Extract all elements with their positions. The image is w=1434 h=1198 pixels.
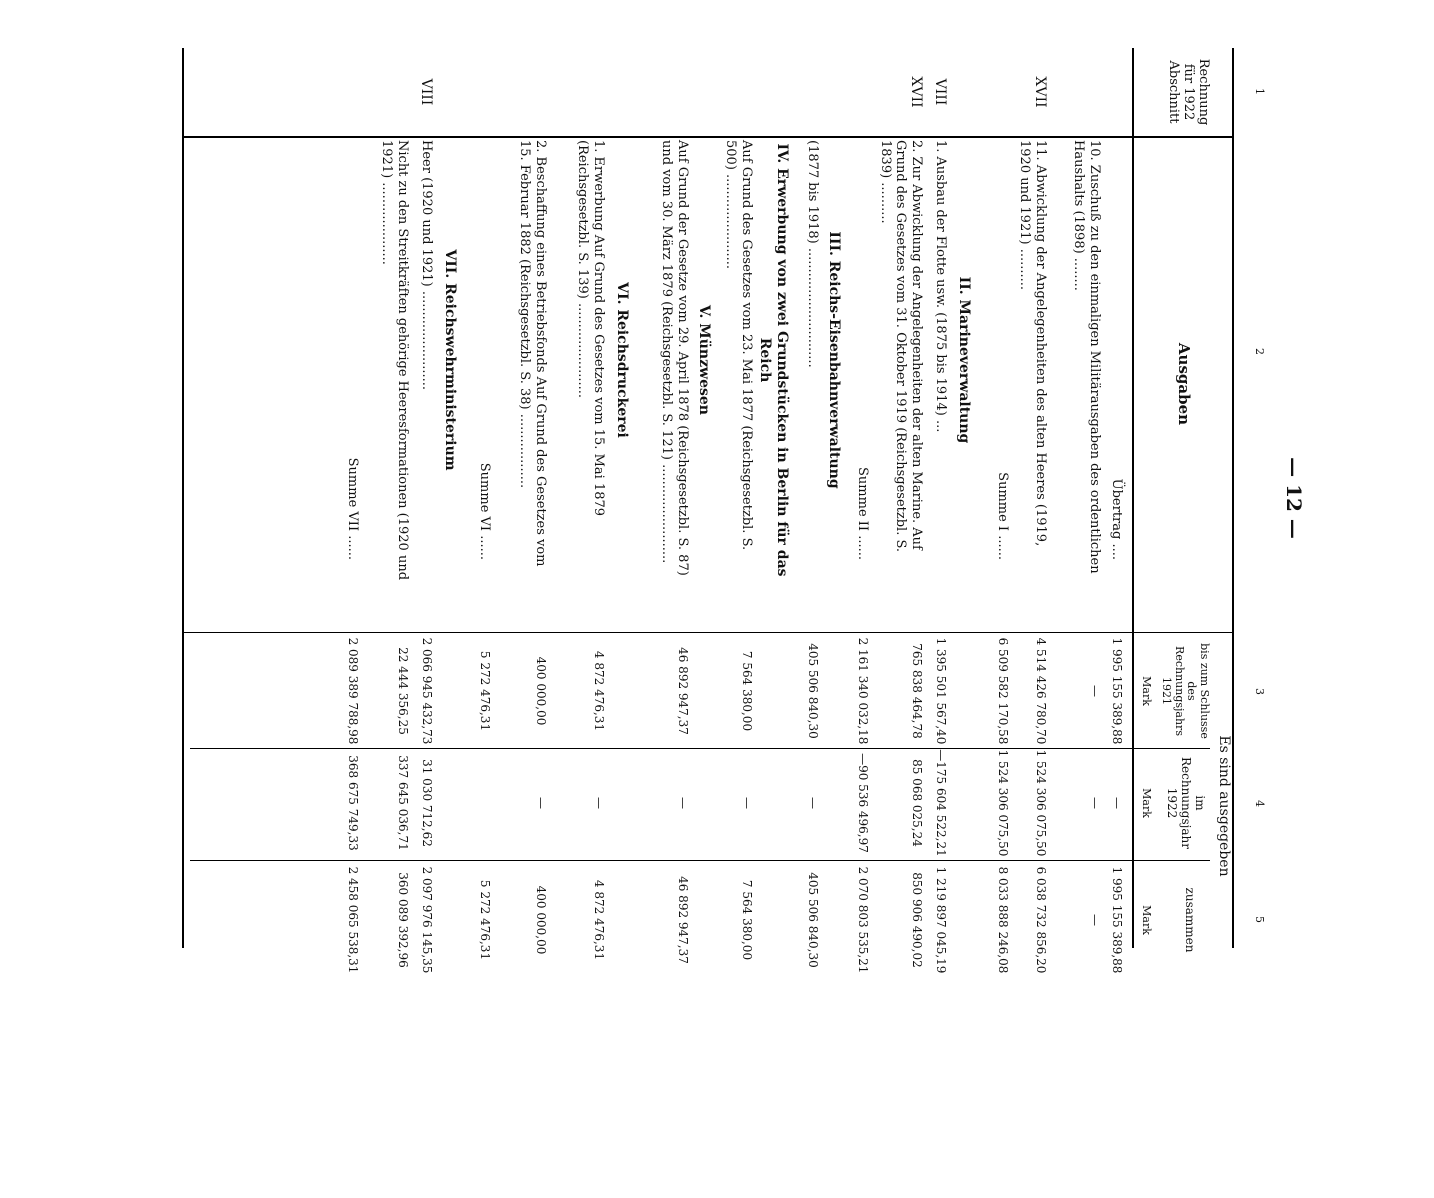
section-title: V. Münzwesen [696, 305, 712, 415]
colnum-4: 4 [1253, 800, 1266, 807]
ausgaben-cell: 1. Ausbau der Flotte usw. (1875 bis 1914) ... [933, 140, 948, 433]
abschnitt-cell: XVII [908, 76, 924, 108]
amount-bis-1921: 2 161 340 032,18 [856, 637, 870, 745]
col-divider-2 [184, 632, 1234, 633]
amount-1922: 1 524 306 075,50 [996, 749, 1010, 857]
amount-1922: 1 524 306 075,50 [1034, 749, 1048, 857]
amount-zusammen: 360 089 392,96 [396, 872, 410, 968]
header-bottom-rule [1132, 48, 1134, 948]
page-number: — 12 — [1282, 457, 1306, 539]
table-top-rule [1232, 48, 1234, 948]
ausgaben-cell: 1. Erwerbung Auf Grund des Gesetzes vom 15. Mai 1879 (Reichsgesetzbl. S. 139) ....................... [575, 140, 606, 517]
amount-1922: 368 675 749,33 [346, 755, 360, 851]
ausgaben-cell: Übertrag .... [1109, 478, 1124, 560]
col-divider-3 [190, 748, 1210, 749]
ausgaben-cell: Nicht zu den Streitkräften gehörige Heeresformationen (1920 und 1921) .................... [379, 140, 410, 581]
unit-col5: Mark [1140, 905, 1153, 935]
amount-1922: — [676, 797, 690, 809]
unit-col4: Mark [1140, 788, 1153, 818]
header-col4: im Rechnungsjahr 1922 [1165, 757, 1207, 849]
amount-bis-1921: 6 509 582 170,58 [996, 637, 1010, 745]
amount-1922: —90 536 496,97 [856, 753, 870, 853]
colnum-1: 1 [1253, 88, 1266, 95]
colnum-5: 5 [1253, 916, 1266, 923]
sum-label: Summe II ...... [855, 467, 870, 560]
amount-zusammen: 2 070 803 535,21 [856, 866, 870, 974]
amount-bis-1921: 400 000,00 [534, 656, 548, 726]
amount-bis-1921: 1 995 155 389,88 [1110, 637, 1124, 745]
amount-bis-1921: 1 395 501 567,40 [934, 637, 948, 745]
unit-col3: Mark [1140, 676, 1153, 706]
amount-bis-1921: 22 444 356,25 [396, 647, 410, 735]
section-title: VI. Reichsdruckerei [614, 282, 630, 438]
amount-zusammen: 6 038 732 856,20 [1034, 866, 1048, 974]
amount-zusammen: 8 033 888 246,08 [996, 866, 1010, 974]
table-bottom-rule [182, 48, 184, 948]
sum-label: Summe VII ...... [345, 457, 360, 560]
sum-label: Summe I ...... [995, 472, 1010, 560]
header-col1: Rechnung für 1922 Abschnitt [1166, 58, 1211, 126]
abschnitt-cell: VIII [932, 78, 948, 106]
ausgaben-cell: 11. Abwicklung der Angelegenheiten des alten Heeres (1919, 1920 und 1921) .......... [1017, 140, 1048, 547]
amount-bis-1921: 4 872 476,31 [592, 650, 606, 732]
ausgaben-cell: 10. Zuschuß zu den einmaligen Militärausgaben des ordentlichen Haushalts (1898) ........ [1071, 140, 1102, 574]
amount-zusammen: 2 458 065 538,31 [346, 866, 360, 974]
amount-bis-1921: 2 066 945 432,73 [420, 637, 434, 745]
colnum-3: 3 [1253, 688, 1266, 695]
amount-zusammen: 1 995 155 389,88 [1110, 866, 1124, 974]
amount-bis-1921: 405 506 840,30 [806, 643, 820, 739]
amount-1922: — [534, 797, 548, 809]
amount-1922: — [592, 797, 606, 809]
ausgaben-cell: Heer (1920 und 1921) ........................ [419, 140, 434, 391]
amount-1922: 337 645 036,71 [396, 755, 410, 851]
amount-zusammen: 5 272 476,31 [478, 879, 492, 961]
col-divider-4 [190, 860, 1210, 861]
amount-zusammen: 2 097 976 145,35 [420, 866, 434, 974]
col-divider-1 [184, 136, 1234, 138]
amount-1922: — [740, 797, 754, 809]
amount-1922: — [1088, 797, 1102, 809]
amount-zusammen: 7 564 380,00 [740, 879, 754, 961]
amount-bis-1921: 46 892 947,37 [676, 647, 690, 735]
amount-1922: —175 604 522,21 [934, 749, 948, 857]
section-title: III. Reichs-Eisenbahnverwaltung [826, 231, 842, 489]
amount-zusammen: 46 892 947,37 [676, 876, 690, 964]
amount-bis-1921: 5 272 476,31 [478, 650, 492, 732]
amount-1922: 31 030 712,62 [420, 759, 434, 847]
amount-zusammen: 405 506 840,30 [806, 872, 820, 968]
amount-bis-1921: 4 514 426 780,70 [1034, 637, 1048, 745]
amount-bis-1921: 7 564 380,00 [740, 650, 754, 732]
header-col2: Ausgaben [1175, 342, 1193, 426]
ausgaben-cell: (1877 bis 1918) ............................. [805, 140, 820, 368]
header-col5: zusammen [1183, 887, 1197, 953]
sum-label: Summe VI ...... [477, 462, 492, 560]
section-title: II. Marineverwaltung [956, 276, 972, 444]
amount-bis-1921: 765 838 464,78 [910, 643, 924, 739]
amount-zusammen: 850 906 490,02 [910, 872, 924, 968]
amount-zusammen: 400 000,00 [534, 885, 548, 955]
amount-zusammen: 4 872 476,31 [592, 879, 606, 961]
section-title: VII. Reichswehrministerium [442, 249, 458, 471]
abschnitt-cell: VIII [418, 78, 434, 106]
rotated-table-page [110, 48, 1310, 974]
amount-1922: — [806, 797, 820, 809]
amount-zusammen: 1 219 897 045,19 [934, 866, 948, 974]
header-col3: bis zum Schlusse des Rechnungsjahrs 1921 [1160, 643, 1211, 739]
ausgaben-cell: Auf Grund der Gesetze vom 29. April 1878 (Reichsgesetzbl. S. 87) und vom 30. März 1879 (Reichsgesetzbl. S. 121) ........................ [659, 140, 690, 576]
amount-1922: — [1110, 797, 1124, 809]
ausgaben-cell: Auf Grund des Gesetzes vom 23. Mai 1877 (Reichsgesetzbl. S. 500) ....................... [723, 140, 754, 551]
ausgaben-cell: 2. Zur Abwicklung der Angelegenheiten der alten Marine. Auf Grund des Gesetzes vom 31. Oktober 1919 (Reichsgesetzbl. S. 1839) .......... [877, 140, 924, 553]
amount-bis-1921: — [1088, 685, 1102, 697]
abschnitt-cell: XVII [1032, 76, 1048, 108]
amount-1922: 85 068 025,24 [910, 759, 924, 847]
amount-bis-1921: 2 089 389 788,98 [346, 637, 360, 745]
header-group: Es sind ausgegeben [1216, 735, 1232, 877]
colnum-2: 2 [1253, 348, 1266, 355]
ausgaben-cell: 2. Beschaffung eines Betriebsfonds Auf Grund des Gesetzes vom 15. Februar 1882 (Reichsgesetzbl. S. 38) .................. [517, 140, 548, 567]
section-title: IV. Erwerbung von zwei Grundstücken in Berlin für das Reich [757, 143, 790, 577]
amount-zusammen: — [1088, 914, 1102, 926]
